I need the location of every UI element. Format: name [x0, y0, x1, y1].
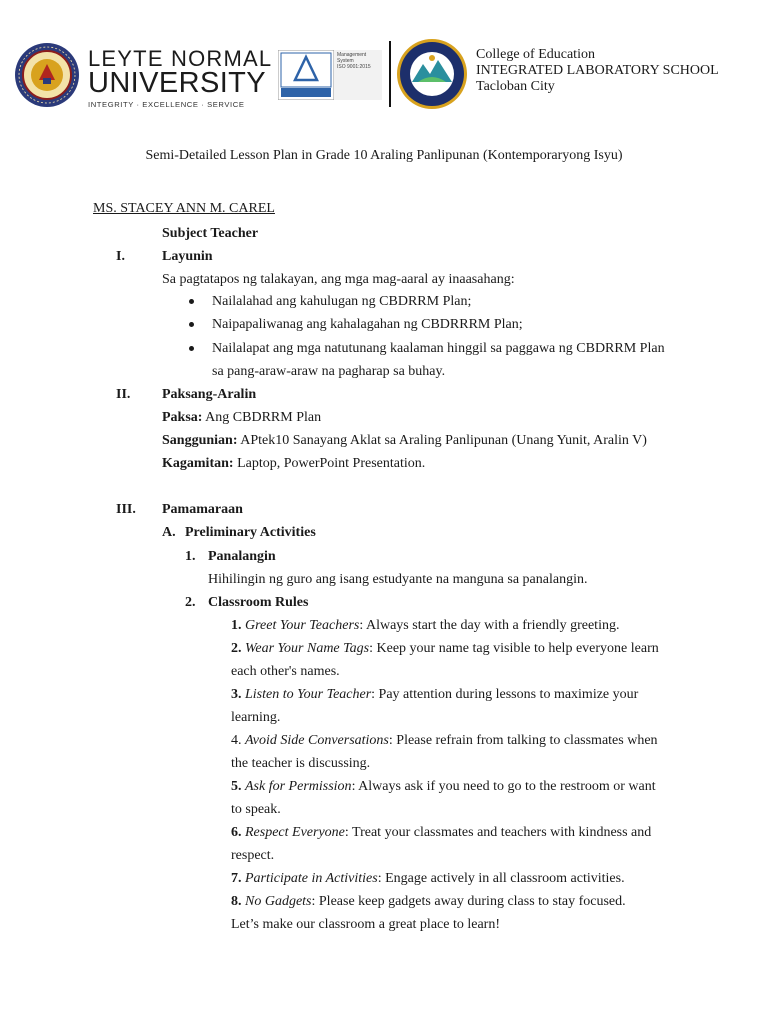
objective-item-continued: sa pang-araw-araw na pagharap sa buhay. [212, 364, 446, 379]
classroom-rules-heading: Classroom Rules [208, 595, 309, 610]
objectives-intro: Sa pagtatapos ng talakayan, ang mga mag-aaral ay inaasahang: [162, 272, 515, 287]
school-city: Tacloban City [476, 79, 555, 94]
rule-title: Wear Your Name Tags [245, 641, 370, 656]
rule-item [231, 870, 625, 887]
panalangin-text: Hihilingin ng guro ang isang estudyante na manguna sa panalangin. [208, 572, 588, 587]
rule-item [231, 893, 626, 910]
document-title: Semi-Detailed Lesson Plan in Grade 10 Araling Panlipunan (Kontemporaryong Isyu) [145, 148, 623, 163]
paksa-value: Ang CBDRRM Plan [202, 410, 322, 425]
rule-text: : Please keep gadgets away during class to stay focused. [311, 894, 626, 909]
rule-continued: the teacher is discussing. [231, 756, 371, 771]
section-numeral: III. [116, 502, 136, 517]
subsection-letter: A. [162, 525, 176, 540]
rule-number: 7. [231, 871, 242, 886]
rule-continued: to speak. [231, 802, 281, 817]
kagamitan-label: Kagamitan: [162, 456, 234, 471]
rule-number: 3. [231, 687, 242, 702]
bullet-icon [189, 322, 194, 327]
rule-item [231, 778, 656, 795]
rule-number: 8. [231, 894, 242, 909]
cert-line: ISO 9001:2015 [337, 63, 371, 70]
rule-continued: each other's names. [231, 664, 340, 679]
objective-item: Naipapaliwanag ang kahalagahan ng CBDRRRM Plan; [212, 317, 523, 332]
rule-text: : Treat your classmates and teachers with kindness and [344, 825, 652, 840]
rule-number: 6. [231, 825, 242, 840]
sanggunian-label: Sanggunian: [162, 433, 238, 448]
rule-text: : Keep your name tag visible to help everyone learn [369, 641, 659, 656]
section-numeral: II. [116, 387, 131, 402]
subsection-heading: Preliminary Activities [185, 525, 316, 540]
school-name: INTEGRATED LABORATORY SCHOOL [476, 63, 719, 78]
section-heading-paksang-aralin: Paksang-Aralin [162, 387, 257, 402]
rule-text: : Always ask if you need to go to the restroom or want [351, 779, 656, 794]
cert-line: System [337, 57, 354, 64]
rule-item [231, 732, 658, 749]
paksa-line [162, 409, 321, 426]
rule-item [231, 617, 619, 634]
rule-title: Greet Your Teachers [245, 618, 360, 633]
objective-item: Nailalapat ang mga natutunang kaalaman hinggil sa paggawa ng CBDRRM Plan [212, 341, 665, 356]
rule-text: : Pay attention during lessons to maximize your [371, 687, 639, 702]
teacher-role: Subject Teacher [162, 226, 259, 241]
bullet-icon [189, 346, 194, 351]
rule-number: 5. [231, 779, 242, 794]
bullet-icon [189, 299, 194, 304]
rule-number: 2. [231, 641, 242, 656]
panalangin-heading: Panalangin [208, 549, 276, 564]
teacher-name: MS. STACEY ANN M. CAREL [93, 201, 275, 216]
sanggunian-line [162, 432, 647, 449]
kagamitan-line [162, 455, 425, 472]
rule-item [231, 640, 659, 657]
lnu-tagline: INTEGRITY · EXCELLENCE · SERVICE [88, 100, 245, 109]
rule-continued: learning. [231, 710, 281, 725]
rule-item [231, 824, 651, 841]
rule-item [231, 686, 638, 703]
sanggunian-value: APtek10 Sanayang Aklat sa Araling Panlipunan (Unang Yunit, Aralin V) [237, 433, 647, 448]
school-info [476, 47, 719, 95]
paksa-label: Paksa: [162, 410, 203, 425]
rule-text: : Engage actively in all classroom activities. [377, 871, 625, 886]
objective-item: Nailalahad ang kahulugan ng CBDRRM Plan; [212, 294, 472, 309]
rule-title: Avoid Side Conversations [245, 733, 389, 748]
rule-continued: respect. [231, 848, 275, 863]
item-number: 2. [185, 595, 196, 610]
college-name: College of Education [476, 47, 595, 62]
rule-text: : Please refrain from talking to classmates when [388, 733, 658, 748]
rule-number: 4. [231, 733, 242, 748]
lnu-seal-icon [14, 42, 80, 108]
closing-line: Let’s make our classroom a great place to learn! [231, 917, 500, 932]
rule-title: Ask for Permission [245, 779, 352, 794]
rule-title: Listen to Your Teacher [245, 687, 372, 702]
tuv-certification-icon [278, 50, 334, 100]
rule-text: : Always start the day with a friendly greeting. [359, 618, 620, 633]
rule-title: Respect Everyone [245, 825, 345, 840]
cert-line: Management [337, 52, 367, 58]
item-number: 1. [185, 549, 196, 564]
kagamitan-value: Laptop, PowerPoint Presentation. [233, 456, 426, 471]
section-heading-pamamaraan: Pamamaraan [162, 502, 243, 517]
section-numeral: I. [116, 249, 125, 264]
header-divider [389, 41, 391, 107]
certification-text [334, 50, 382, 100]
rule-title: Participate in Activities [245, 871, 378, 886]
section-heading-layunin: Layunin [162, 249, 213, 264]
coe-seal-icon [396, 38, 468, 110]
rule-number: 1. [231, 618, 242, 633]
lnu-wordmark [88, 46, 273, 109]
lnu-name-line1: LEYTE NORMAL [88, 46, 273, 71]
rule-title: No Gadgets [245, 894, 312, 909]
lnu-name-line2: UNIVERSITY [88, 67, 267, 99]
